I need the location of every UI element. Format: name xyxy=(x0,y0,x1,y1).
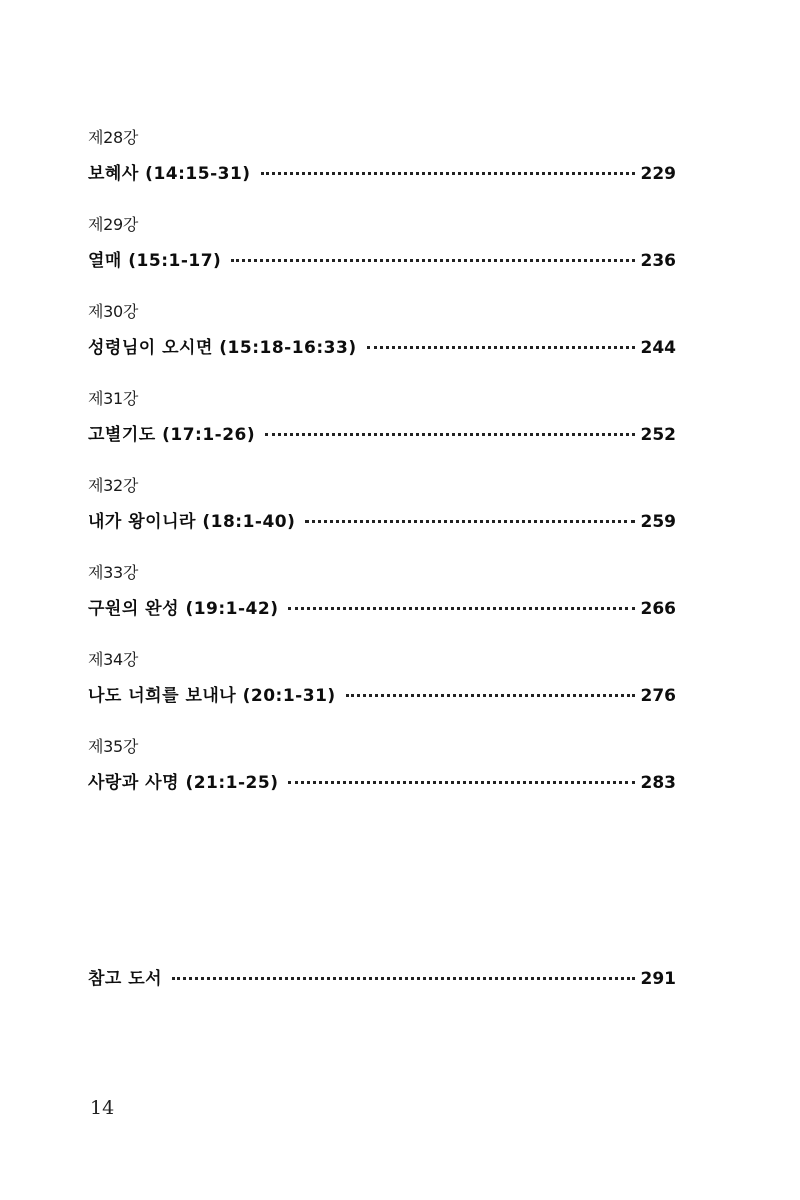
toc-page-number: 252 xyxy=(640,425,676,445)
lesson-number: 제30강 xyxy=(88,302,139,321)
toc-entry-references[interactable] xyxy=(88,955,676,990)
toc-line[interactable] xyxy=(88,507,676,533)
toc-line[interactable] xyxy=(88,594,676,620)
toc-title: 고별기도 (17:1-26) xyxy=(88,425,256,445)
toc-title: 참고 도서 xyxy=(88,969,163,989)
toc-line[interactable] xyxy=(88,681,676,707)
lesson-number: 제28강 xyxy=(88,128,139,147)
toc-page-number: 266 xyxy=(640,599,676,619)
lesson-number: 제31강 xyxy=(88,389,139,408)
toc-page-number: 244 xyxy=(640,338,676,358)
dot-leader xyxy=(288,781,634,784)
toc-entry-33[interactable] xyxy=(88,561,676,648)
toc-entry-32[interactable] xyxy=(88,474,676,561)
toc-title: 사랑과 사명 (21:1-25) xyxy=(88,773,279,793)
toc-line[interactable] xyxy=(88,159,676,185)
dot-leader xyxy=(261,172,635,175)
toc-title: 구원의 완성 (19:1-42) xyxy=(88,599,279,619)
toc-entry-29[interactable] xyxy=(88,213,676,300)
toc-page-number: 236 xyxy=(640,251,676,271)
dot-leader xyxy=(367,346,635,349)
dot-leader xyxy=(231,259,634,262)
dot-leader xyxy=(346,694,635,697)
lesson-number: 제33강 xyxy=(88,563,139,582)
dot-leader xyxy=(172,977,634,980)
toc-line[interactable] xyxy=(88,964,676,990)
toc-page-number: 259 xyxy=(640,512,676,532)
dot-leader xyxy=(265,433,634,436)
table-of-contents xyxy=(88,126,676,822)
toc-title: 보혜사 (14:15-31) xyxy=(88,164,251,184)
toc-line[interactable] xyxy=(88,768,676,794)
toc-entry-28[interactable] xyxy=(88,126,676,213)
toc-entry-34[interactable] xyxy=(88,648,676,735)
toc-page-number: 276 xyxy=(640,686,676,706)
dot-leader xyxy=(288,607,634,610)
toc-page-number: 291 xyxy=(640,969,676,989)
toc-line[interactable] xyxy=(88,420,676,446)
toc-entry-35[interactable] xyxy=(88,735,676,822)
dot-leader xyxy=(305,520,634,523)
lesson-number: 제32강 xyxy=(88,476,139,495)
toc-entry-31[interactable] xyxy=(88,387,676,474)
toc-title: 나도 너희를 보내나 (20:1-31) xyxy=(88,686,336,706)
toc-entry-30[interactable] xyxy=(88,300,676,387)
toc-page-number: 229 xyxy=(640,164,676,184)
toc-line[interactable] xyxy=(88,246,676,272)
toc-page-number: 283 xyxy=(640,773,676,793)
toc-title: 성령님이 오시면 (15:18-16:33) xyxy=(88,338,357,358)
page-number: 14 xyxy=(90,1097,115,1119)
lesson-number: 제34강 xyxy=(88,650,139,669)
toc-title: 열매 (15:1-17) xyxy=(88,251,222,271)
lesson-number: 제35강 xyxy=(88,737,139,756)
toc-title: 내가 왕이니라 (18:1-40) xyxy=(88,512,296,532)
toc-line[interactable] xyxy=(88,333,676,359)
lesson-number: 제29강 xyxy=(88,215,139,234)
